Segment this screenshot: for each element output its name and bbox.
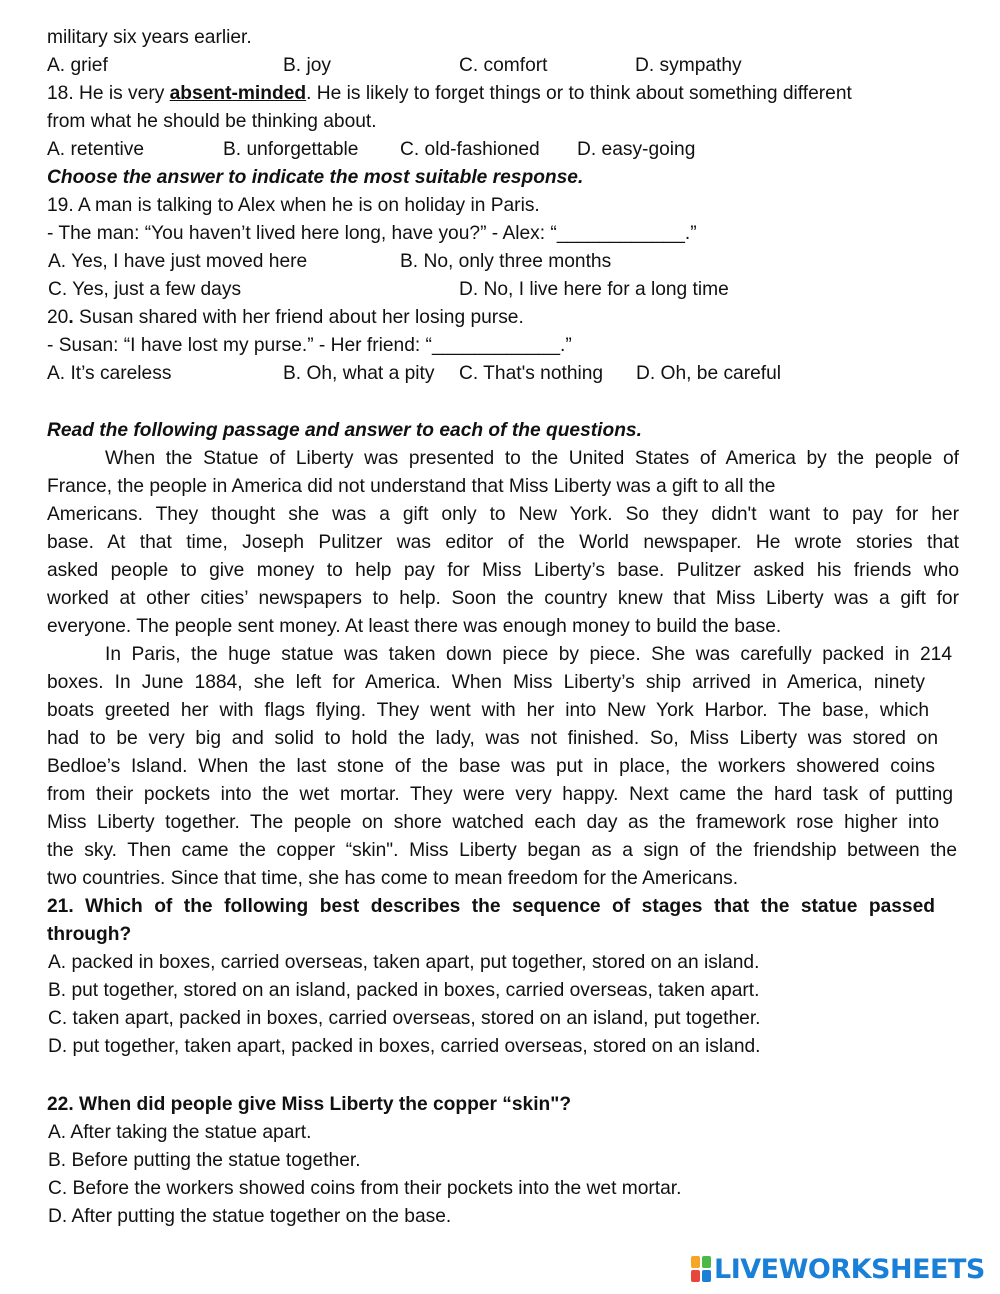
q19-stem: 19. A man is talking to Alex when he is on holiday in Paris. (47, 195, 540, 216)
q21-question-line2: through? (47, 924, 132, 945)
q22-option-a[interactable]: A. After taking the statue apart. (48, 1122, 312, 1143)
q17-option-d[interactable]: D. sympathy (635, 55, 742, 76)
q20-option-c[interactable]: C. That's nothing (459, 363, 604, 384)
q22-option-c[interactable]: C. Before the workers showed coins from their pockets into the wet mortar. (48, 1178, 682, 1199)
passage-line: Bedloe’s Island. When the last stone of the base was put in place, the workers showered coins (47, 756, 935, 777)
q21-option-d[interactable]: D. put together, taken apart, packed in boxes, carried overseas, stored on an island. (48, 1036, 761, 1057)
q18-suffix: . He is likely to forget things or to think about something different (306, 83, 852, 104)
section-heading-response: Choose the answer to indicate the most suitable response. (47, 167, 584, 188)
logo-square-2 (702, 1256, 711, 1268)
q20-number: 20 (47, 307, 69, 328)
passage-line: had to be very big and solid to hold the lady, was not finished. So, Miss Liberty was stored on (47, 728, 938, 749)
liveworksheets-logo-text: LIVEWORKSHEETS (714, 1253, 985, 1285)
passage-line: two countries. Since that time, she has come to mean freedom for the Americans. (47, 868, 739, 889)
passage-line: the sky. Then came the copper “skin". Miss Liberty began as a sign of the friendship between the (47, 840, 957, 861)
q19-dialogue: - The man: “You haven’t lived here long, have you?” - Alex: “____________.” (47, 223, 697, 244)
q20-stem-text: Susan shared with her friend about her losing purse. (73, 307, 524, 328)
q18-stem-line1 (47, 80, 852, 108)
liveworksheets-logo-icon (691, 1256, 711, 1282)
section-heading-reading: Read the following passage and answer to each of the questions. (47, 420, 642, 441)
q20-dialogue: - Susan: “I have lost my purse.” - Her friend: “____________.” (47, 335, 572, 356)
q18-option-a[interactable]: A. retentive (47, 139, 145, 160)
logo-square-4 (702, 1270, 711, 1282)
q22-question: 22. When did people give Miss Liberty the copper “skin"? (47, 1094, 572, 1115)
liveworksheets-logo (691, 1252, 985, 1286)
q21-option-c[interactable]: C. taken apart, packed in boxes, carried overseas, stored on an island, put together. (48, 1008, 761, 1029)
passage-line: asked people to give money to help pay for Miss Liberty’s base. Pulitzer asked his friends who (47, 560, 959, 581)
q20-option-a[interactable]: A. It’s careless (47, 363, 172, 384)
passage-line: boxes. In June 1884, she left for America. When Miss Liberty’s ship arrived in America, ninety (47, 672, 925, 693)
q17-option-b[interactable]: B. joy (283, 55, 331, 76)
q20-option-b[interactable]: B. Oh, what a pity (283, 363, 435, 384)
passage-line: Miss Liberty together. The people on shore watched each day as the framework rose higher into (47, 812, 939, 833)
q22-option-b[interactable]: B. Before putting the statue together. (48, 1150, 361, 1171)
q20-option-d[interactable]: D. Oh, be careful (636, 363, 782, 384)
q21-option-b[interactable]: B. put together, stored on an island, packed in boxes, carried overseas, taken apart. (48, 980, 760, 1001)
passage-line: In Paris, the huge statue was taken down piece by piece. She was carefully packed in 214 (105, 644, 952, 665)
logo-square-1 (691, 1256, 700, 1268)
q18-keyword: absent-minded (169, 83, 307, 104)
logo-square-3 (691, 1270, 700, 1282)
q22-option-d[interactable]: D. After putting the statue together on the base. (48, 1206, 452, 1227)
q18-stem-line2: from what he should be thinking about. (47, 111, 377, 132)
passage-line: boats greeted her with flags flying. They went with her into New York Harbor. The base, which (47, 700, 929, 721)
q21-question-line1: 21. Which of the following best describes the sequence of stages that the statue passed (47, 896, 935, 917)
q20-stem (47, 304, 524, 332)
passage-line: base. At that time, Joseph Pulitzer was editor of the World newspaper. He wrote stories that (47, 532, 959, 553)
passage-line: everyone. The people sent money. At least there was enough money to build the base. (47, 616, 782, 637)
q21-option-a[interactable]: A. packed in boxes, carried overseas, taken apart, put together, stored on an island. (48, 952, 760, 973)
q19-option-c[interactable]: C. Yes, just a few days (48, 279, 242, 300)
passage-line: worked at other cities’ newspapers to help. Soon the country knew that Miss Liberty was a gift for (47, 588, 959, 609)
q19-option-d[interactable]: D. No, I live here for a long time (459, 279, 729, 300)
q19-option-b[interactable]: B. No, only three months (400, 251, 612, 272)
q18-option-b[interactable]: B. unforgettable (223, 139, 359, 160)
q18-option-c[interactable]: C. old-fashioned (400, 139, 540, 160)
q20-dot: . (68, 307, 74, 328)
q17-stem-tail: military six years earlier. (47, 27, 252, 48)
passage-line: Americans. They thought she was a gift only to New York. So they didn't want to pay for her (47, 504, 959, 525)
q19-option-a[interactable]: A. Yes, I have just moved here (48, 251, 308, 272)
passage-line: When the Statue of Liberty was presented to the United States of America by the people of (105, 448, 959, 469)
passage-line: from their pockets into the wet mortar. They were very happy. Next came the hard task of putting (47, 784, 953, 805)
q17-option-a[interactable]: A. grief (47, 55, 108, 76)
q18-prefix: 18. He is very (47, 83, 170, 104)
q17-option-c[interactable]: C. comfort (459, 55, 548, 76)
q18-option-d[interactable]: D. easy-going (577, 139, 696, 160)
passage-line: France, the people in America did not understand that Miss Liberty was a gift to all the (47, 476, 776, 497)
